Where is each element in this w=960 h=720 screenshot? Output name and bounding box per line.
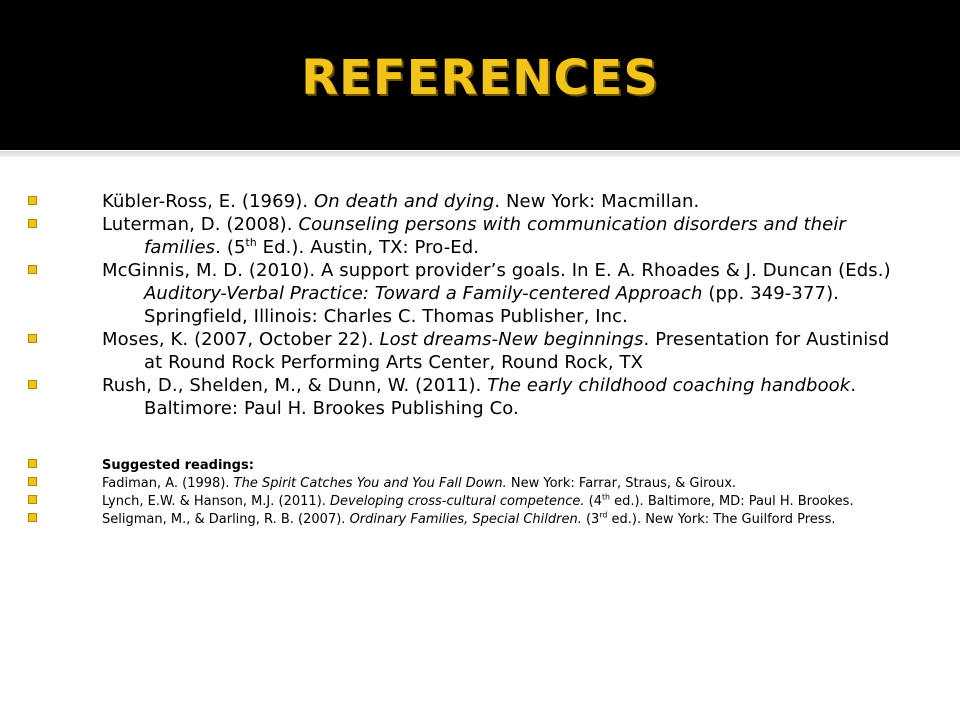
suggested-reading-item: Seligman, M., & Darling, R. B. (2007). Ordinary Families, Special Children. (3rd ed.). New York: The Guilford Press. <box>102 512 910 528</box>
bullet-icon <box>28 513 37 522</box>
slide-body <box>60 190 910 530</box>
reference-item: McGinnis, M. D. (2010). A support provider’s goals. In E. A. Rhoades & J. Duncan (Eds.) Auditory-Verbal Practice: Toward a Family-centered Approach (pp. 349-377). Springfield, Illinois: Charles C. Thomas Publisher, Inc. <box>102 259 910 328</box>
reference-item: Kübler-Ross, E. (1969). On death and dying. New York: Macmillan. <box>102 190 910 213</box>
title-bar <box>0 0 960 150</box>
suggested-reading-item: Fadiman, A. (1998). The Spirit Catches You and You Fall Down. New York: Farrar, Straus, & Giroux. <box>102 476 910 492</box>
bullet-icon <box>28 380 37 389</box>
bullet-icon <box>28 459 37 468</box>
bullet-icon <box>28 265 37 274</box>
reference-item: Luterman, D. (2008). Counseling persons with communication disorders and their families. (5th Ed.). Austin, TX: Pro-Ed. <box>102 213 910 259</box>
reference-item: Rush, D., Shelden, M., & Dunn, W. (2011). The early childhood coaching handbook. Baltimore: Paul H. Brookes Publishing Co. <box>102 374 910 420</box>
bullet-icon <box>28 477 37 486</box>
suggested-readings-heading: Suggested readings: <box>102 458 910 474</box>
suggested-reading-item: Lynch, E.W. & Hanson, M.J. (2011). Developing cross-cultural competence. (4th ed.). Baltimore, MD: Paul H. Brookes. <box>102 494 910 510</box>
bullet-icon <box>28 495 37 504</box>
suggested-readings-list <box>60 458 910 528</box>
bullet-icon <box>28 334 37 343</box>
bullet-icon <box>28 219 37 228</box>
slide-title: REFERENCES <box>301 50 659 106</box>
divider <box>0 151 960 157</box>
reference-list <box>60 190 910 420</box>
reference-item: Moses, K. (2007, October 22). Lost dreams-New beginnings. Presentation for Austinisd at Round Rock Performing Arts Center, Round Rock, TX <box>102 328 910 374</box>
bullet-icon <box>28 196 37 205</box>
